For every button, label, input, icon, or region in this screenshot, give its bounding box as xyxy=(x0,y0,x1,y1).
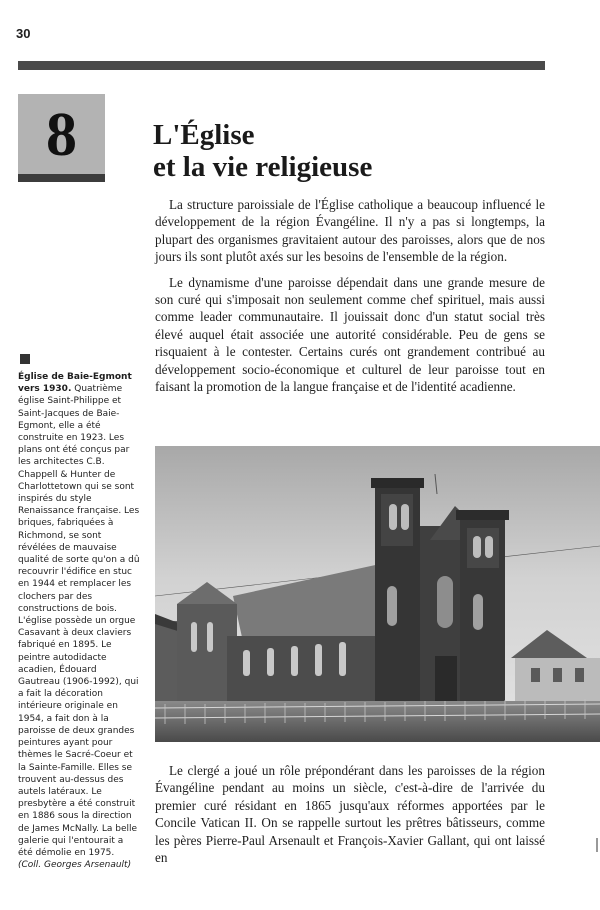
chapter-title-line-1: L'Église xyxy=(153,119,255,151)
intro-text xyxy=(155,196,545,403)
caption-marker-square xyxy=(20,354,30,364)
paragraph: La structure paroissiale de l'Église catholique a beaucoup influencé le développement de la région Évangéline. Il n'y a pas si longtemps, la plupart des organismes gravitaient autour des paroisses, alors que de nos jours ils sont plutôt axés sur les besoins de l'ensemble de la région. xyxy=(155,197,545,265)
crop-mark xyxy=(596,838,598,852)
caption-credit: (Coll. Georges Arsenault) xyxy=(18,860,132,871)
paragraph: Le dynamisme d'une paroisse dépendait dans une grande mesure de son curé qui s'imposait non seulement comme chef spirituel, mais aussi comme leader communautaire. Il jouissait donc d'un statut social très élevé auquel était associée une autorité considérable. Peu de gens se risquaient à le contester. Certains curés ont grandement contribué au développement socio-économique et culturel de leur paroisse tout en faisant la promotion de la langue française et de l'identité acadienne. xyxy=(155,274,545,395)
chapter-number-box xyxy=(18,94,105,182)
page-number: 30 xyxy=(16,26,31,41)
closing-text xyxy=(155,762,545,874)
chapter-title xyxy=(153,119,372,183)
caption-text: Quatrième église Saint-Philippe et Saint-Jacques de Baie-Egmont, elle a été construite en 1923. Les plans ont été conçus par les architectes C.B. Chappell & Hunter de Charlottetown qui se sont inspirés du style Renaissance française. Les briques, fabriquées à Richmond, se sont révélées de mauvaise qualité de sorte qu'on a dû recouvrir l'édifice en stuc en 1944 et remplacer les clochers par des constructions de bois. L'église possède un orgue Casavant à deux claviers fabriqué en 1895. Le peintre autodidacte acadien, Édouard Gautreau (1906-1992), qui a fait la décoration intérieure originale en 1954, a fait don à la paroisse de deux grandes peintures ayant pour thèmes le Sacré-Coeur et la Sainte-Famille. Elles se trouvent au-dessus des autels latéraux. Le presbytère a été construit en 1886 sous la direction de James McNally. La belle galerie qui l'entourait a été démolie en 1975. xyxy=(18,384,140,858)
chapter-title-line-2: et la vie religieuse xyxy=(153,151,373,183)
caption-title: Église de Baie-Egmont vers 1930. xyxy=(18,372,132,395)
header-rule xyxy=(18,61,545,70)
chapter-number: 8 xyxy=(46,101,77,169)
paragraph: Le clergé a joué un rôle prépondérant dans les paroisses de la région Évangéline pendant au moins un siècle, c'est-à-dire de l'arrivée du premier curé résidant en 1865 jusqu'aux réformes apportées par le Concile Vatican II. On se rappelle surtout les prêtres bâtisseurs, comme les pères Pierre-Paul Arsenault et François-Xavier Gallant, qui ont laissé en xyxy=(155,763,545,866)
church-photo xyxy=(155,446,600,742)
photo-caption xyxy=(18,371,140,871)
chapter-box-bar xyxy=(18,174,105,182)
